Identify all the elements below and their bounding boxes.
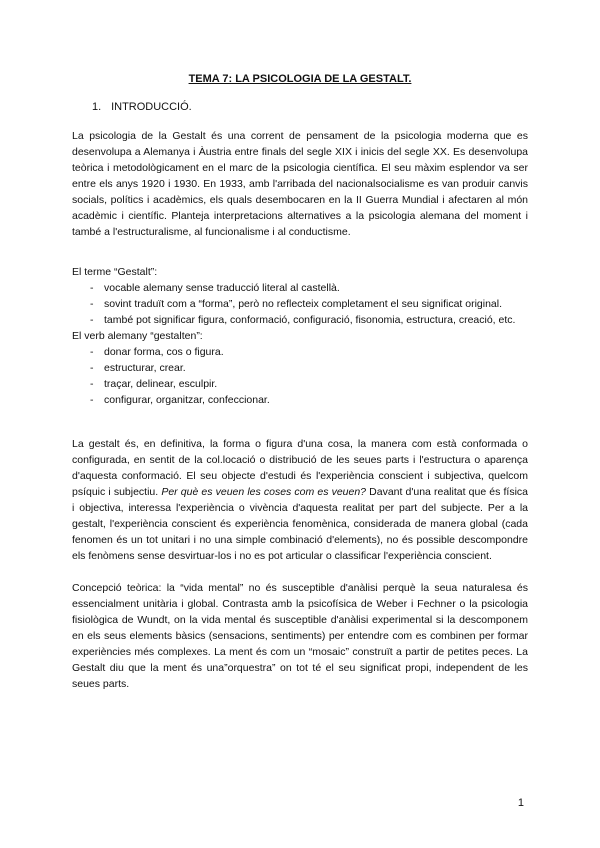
section-heading [92, 100, 192, 114]
list-dash: - [90, 346, 94, 358]
concepcio-paragraph: Concepció teòrica: la “vida mental” no és susceptible d'anàlisi perquè la seua naturalesa és essencialment unitària i global. Contrasta amb la psicofísica de Weber i Fechner o la psicologia fisiològica de Wundt, on la vida mental és susceptible d'anàlisi experimental si la descomponem en els seus elements bàsics (sensacions, sentiments) per entendre com es combinen per formar experiències més complexes. La ment és com un “mosaic” construït a partir de petites peces. La Gestalt diu que la ment és una”orquestra” on tot té el seu significat propi, independent de les seues parts. [72, 582, 528, 690]
section-title: INTRODUCCIÓ. [111, 101, 192, 113]
list-dash: - [90, 298, 94, 310]
concepcio-paragraph-block [72, 580, 528, 692]
terms-block [72, 264, 528, 408]
list-item [72, 296, 528, 312]
list-item-text: també pot significar figura, conformació, configuració, fisonomia, estructura, creació, etc. [104, 314, 516, 326]
list-item [72, 312, 528, 328]
list-dash: - [90, 282, 94, 294]
gestalt-paragraph [72, 436, 528, 564]
list-item-text: traçar, delinear, esculpir. [104, 378, 218, 390]
list-item-text: configurar, organitzar, confeccionar. [104, 394, 270, 406]
list-item-text: estructurar, crear. [104, 362, 186, 374]
list-item [72, 360, 528, 376]
verb-gestalten-list [72, 344, 528, 408]
term-gestalt-list [72, 280, 528, 328]
list-item [72, 344, 528, 360]
list-dash: - [90, 378, 94, 390]
list-dash: - [90, 314, 94, 326]
gestalt-text-before: La gestalt és, en definitiva, la forma o figura d'una cosa, la manera com està conformada o configurada, en sentit de la col.locació o distribució de les seues parts i l'estructura o aparença d'aquesta conformació. El seu objecte d'estudi és l'experiència conscient i subjectiva, quelcom psíquic i subjectiu. [72, 438, 528, 498]
section-number: 1. [92, 101, 102, 113]
gestalt-paragraph-block [72, 436, 528, 564]
list-item-text: donar forma, cos o figura. [104, 346, 224, 358]
list-item [72, 376, 528, 392]
list-dash: - [90, 362, 94, 374]
verb-gestalten-label: El verb alemany “gestalten”: [72, 330, 203, 342]
list-item-text: vocable alemany sense traducció literal al castellà. [104, 282, 340, 294]
list-item [72, 280, 528, 296]
gestalt-question: Per què es veuen les coses com es veuen? [161, 486, 367, 498]
term-gestalt-label: El terme “Gestalt”: [72, 266, 158, 278]
page-number: 1 [517, 797, 524, 809]
list-dash: - [90, 394, 94, 406]
intro-paragraph-block [72, 128, 528, 240]
list-item [72, 392, 528, 408]
list-item-text: sovint traduït com a “forma”, però no reflecteix completament el seu significat original. [104, 298, 503, 310]
intro-paragraph: La psicologia de la Gestalt és una corrent de pensament de la psicologia moderna que es desenvolupa a Alemanya i Àustria entre finals del segle XIX i inicis del segle XX. Es desenvolupa teòrica i metodològicament en el marc de la psicologia científica. El seu màxim esplendor va ser entre els anys 1920 i 1930. En 1933, amb l'arribada del nacionalsocialisme es van produir canvis socials, polítics i acadèmics, els quals desembocaren en la II Guerra Mundial i afectaren al món acadèmic i científic. Planteja interpretacions alternatives a la psicologia alemana del moment i també a l'estructuralisme, al funcionalisme i al conductisme. [72, 130, 528, 238]
gestalt-text-after: Davant d'una realitat que és física i objectiva, interessa l'experiència o vivència d'aquesta realitat per part del subjecte. Per a la gestalt, l'experiència conscient és experiència fenomènica, considerada de manera global (cada fenomen és un tot unitari i no una simple combinació d'elements), no és possible descompondre els fenòmens sense desvirtuar-los i no es pot articular o classificar l'experiència conscient. [72, 486, 528, 562]
document-title: TEMA 7: LA PSICOLOGIA DE LA GESTALT. [188, 73, 412, 85]
